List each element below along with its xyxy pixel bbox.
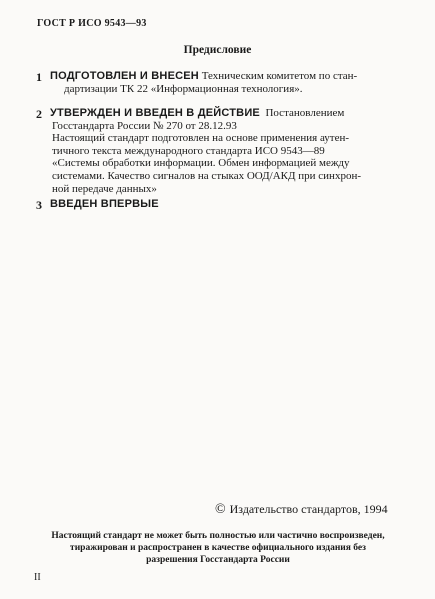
section-2-line-3: Настоящий стандарт подготовлен на основе применения аутен- xyxy=(52,132,350,145)
reproduction-notice xyxy=(28,530,408,566)
section-3-text xyxy=(50,198,159,211)
section-2-lead: УТВЕРЖДЕН И ВВЕДЕН В ДЕЙСТВИЕ xyxy=(50,107,260,119)
section-3-lead: ВВЕДЕН ВПЕРВЫЕ xyxy=(50,198,159,210)
section-1-text xyxy=(50,70,410,95)
document-header: ГОСТ Р ИСО 9543—93 xyxy=(37,18,147,29)
section-2-number: 2 xyxy=(36,107,42,121)
section-1-line-1: Техническим комитетом по стан- xyxy=(201,70,358,82)
section-1-lead: ПОДГОТОВЛЕН И ВНЕСЕН xyxy=(50,70,199,82)
section-2-line-2: Госстандарта России № 270 от 28.12.93 xyxy=(52,119,237,132)
section-2-line-7: ной передаче данных» xyxy=(52,182,157,195)
publisher-line xyxy=(215,502,388,518)
section-title: Предисловие xyxy=(183,44,252,56)
section-1-number: 1 xyxy=(36,70,42,84)
section-1-line-2: дартизации ТК 22 «Информационная технология». xyxy=(64,82,303,95)
copyright-icon: © xyxy=(215,502,226,517)
notice-line-2: тиражирован и распространен в качестве официального издания без xyxy=(70,543,366,553)
notice-line-1: Настоящий стандарт не может быть полностью или частично воспроизведен, xyxy=(51,531,385,541)
section-2-line-5: «Системы обработки информации. Обмен информацией между xyxy=(52,157,350,170)
section-2-line-4: тичного текста международного стандарта ИСО 9543—89 xyxy=(52,144,325,157)
section-3-number: 3 xyxy=(36,198,42,212)
section-2-line-6: системами. Качество сигналов на стыках ООД/АКД при синхрон- xyxy=(52,169,361,182)
publisher-text: Издательство стандартов, 1994 xyxy=(229,502,388,516)
notice-line-3: разрешения Госстандарта России xyxy=(146,555,290,565)
section-2-text xyxy=(50,107,410,195)
page-number: II xyxy=(34,572,41,583)
section-2-line-1: Постановлением xyxy=(265,107,345,119)
